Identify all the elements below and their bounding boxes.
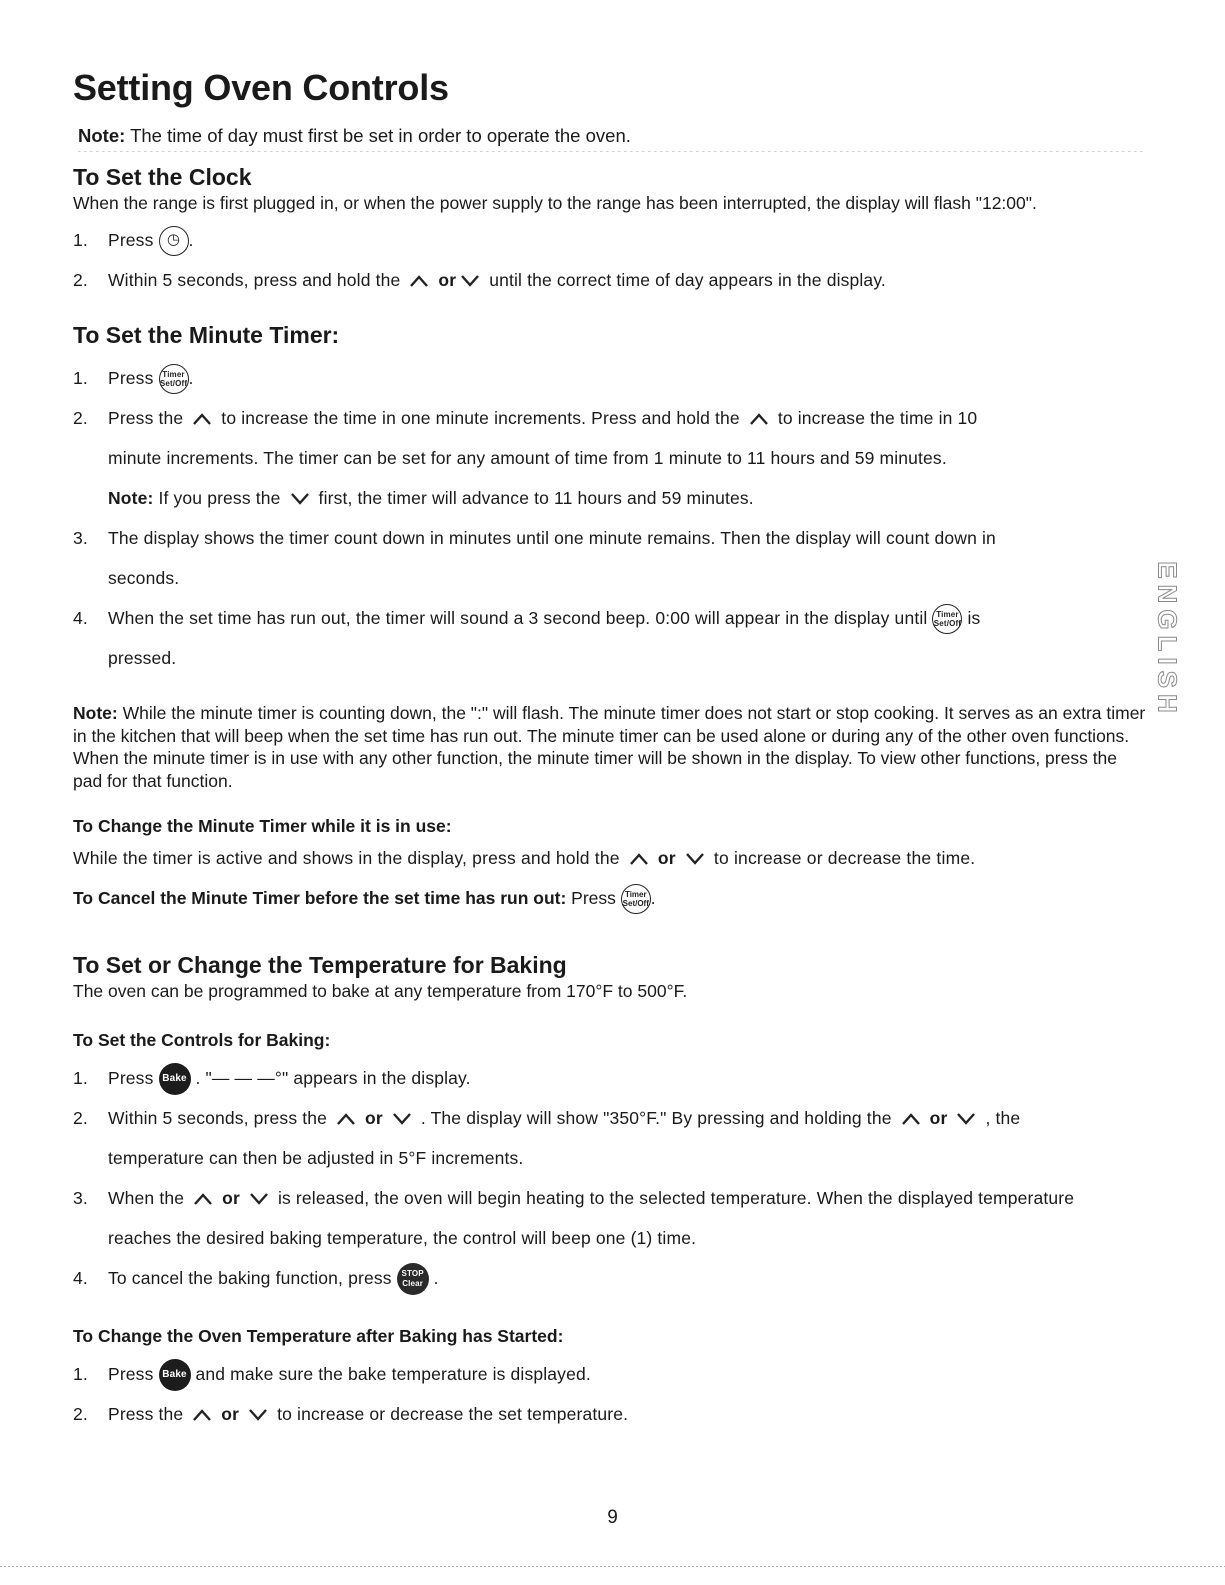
- step-text: and make sure the bake temperature is displayed.: [190, 1364, 591, 1384]
- step-text: When the: [108, 1188, 190, 1208]
- step-text: Press the: [108, 408, 189, 428]
- step-text: Press: [566, 888, 621, 908]
- or-text: or: [217, 1188, 245, 1208]
- note-text: While the minute timer is counting down, the ":" will flash. The minute timer does not start or stop cooking. It serves as an extra timer in the kitchen that will beep when the set time has run out. The minute timer can be used alone or during any of the other oven functions. When the minute timer is in use with any other function, the minute timer will be shown in the display. To view other functions, press the pad for that function.: [73, 703, 1146, 791]
- change-timer-text: [73, 838, 1148, 878]
- bake-heading: To Set or Change the Temperature for Baking: [73, 952, 567, 978]
- step-text: . The display will show "350°F." By pressing and holding the: [415, 1108, 897, 1128]
- step-number: 3.: [73, 1188, 88, 1208]
- down-arrow-icon: [290, 492, 310, 506]
- step-text: seconds.: [108, 568, 180, 588]
- down-arrow-icon: [460, 274, 480, 288]
- step-text: Within 5 seconds, press the: [108, 1108, 333, 1128]
- oven-change-steps: [73, 1354, 1148, 1434]
- clock-step-1: [73, 220, 1148, 260]
- page-title: Setting Oven Controls: [73, 67, 449, 108]
- note-text: The time of day must first be set in order to operate the oven.: [125, 125, 631, 146]
- timer-pad-icon: [932, 604, 962, 634]
- down-arrow-icon: [249, 1192, 269, 1206]
- clock-pad-icon: ◷: [159, 226, 189, 256]
- manual-page: [73, 62, 1148, 1424]
- note-label: Note:: [78, 125, 126, 146]
- step-text: Press: [108, 368, 159, 388]
- down-arrow-icon: [956, 1112, 976, 1126]
- clock-section: [73, 162, 1148, 300]
- step-text: to increase or decrease the set temperature.: [272, 1404, 629, 1424]
- step-text: is released, the oven will begin heating to the selected temperature. When the displayed temperature: [272, 1188, 1075, 1208]
- oven-change-section: [73, 1324, 1148, 1434]
- stop-icon-text: STOP: [401, 1269, 424, 1279]
- timer-icon-text: Timer: [624, 890, 647, 900]
- change-timer-section: [73, 814, 1148, 918]
- up-arrow-icon: [901, 1112, 921, 1126]
- bake-pad-icon: Bake: [159, 1359, 191, 1391]
- bake-controls-heading: To Set the Controls for Baking:: [73, 1030, 331, 1050]
- oven-change-heading: To Change the Oven Temperature after Baking has Started:: [73, 1326, 564, 1346]
- step-number: 2.: [73, 1404, 88, 1424]
- bottom-divider: [0, 1566, 1225, 1567]
- up-arrow-icon: [192, 1408, 212, 1422]
- step-number: 2.: [73, 270, 88, 290]
- step-text: .: [650, 888, 656, 908]
- timer-steps: [73, 358, 1148, 678]
- stop-icon-text: Clear: [402, 1279, 424, 1289]
- step-text: The display shows the timer count down in minutes until one minute remains. Then the display will count down in: [108, 528, 996, 548]
- timer-note: [73, 702, 1148, 792]
- step-text: first, the timer will advance to 11 hours and 59 minutes.: [313, 488, 754, 508]
- step-text: If you press the: [153, 488, 286, 508]
- clock-heading: To Set the Clock: [73, 164, 252, 190]
- bake-step-1: [73, 1058, 1148, 1098]
- cancel-timer-heading: To Cancel the Minute Timer before the set time has run out:: [73, 888, 567, 908]
- timer-section: [73, 320, 1148, 678]
- step-number: 2.: [73, 1108, 88, 1128]
- timer-step-3: [73, 518, 1148, 598]
- step-text: Press: [108, 1068, 159, 1088]
- page-number: 9: [607, 1507, 618, 1528]
- clock-intro: When the range is first plugged in, or when the power supply to the range has been interrupted, the display will flash "12:00".: [73, 193, 1037, 213]
- step-text: until the correct time of day appears in the display.: [484, 270, 886, 290]
- cancel-timer-text: [73, 878, 1148, 918]
- or-text: or: [216, 1404, 245, 1424]
- step-number: 2.: [73, 408, 88, 428]
- bake-step-2: [73, 1098, 1148, 1178]
- step-text: temperature can then be adjusted in 5°F increments.: [108, 1148, 524, 1168]
- step-text: To cancel the baking function, press: [108, 1268, 397, 1288]
- top-note: [78, 124, 1143, 152]
- step-text: .: [428, 1268, 439, 1288]
- bake-intro: The oven can be programmed to bake at any temperature from 170°F to 500°F.: [73, 981, 688, 1001]
- note-label: Note:: [73, 703, 118, 723]
- language-side-tab: [1150, 561, 1184, 719]
- timer-pad-icon: [621, 884, 651, 914]
- step-text: While the timer is active and shows in the display, press and hold the: [73, 848, 625, 868]
- up-arrow-icon: [193, 1192, 213, 1206]
- step-number: 1.: [73, 230, 88, 250]
- down-arrow-icon: [685, 852, 705, 866]
- bake-step-4: [73, 1258, 1148, 1298]
- step-text: When the set time has run out, the timer will sound a 3 second beep. 0:00 will appear in the display until: [108, 608, 933, 628]
- stop-clear-pad-icon: [397, 1263, 429, 1295]
- timer-step-1: [73, 358, 1148, 398]
- or-text: or: [433, 270, 457, 290]
- or-text: or: [924, 1108, 953, 1128]
- step-text: is: [962, 608, 981, 628]
- step-text: Press: [108, 1364, 159, 1384]
- step-text: to increase the time in 10: [772, 408, 978, 428]
- or-text: or: [652, 848, 681, 868]
- bake-pad-icon: Bake: [159, 1063, 191, 1095]
- clock-step-2: [73, 260, 1148, 300]
- step-text: Within 5 seconds, press and hold the: [108, 270, 406, 290]
- timer-heading: To Set the Minute Timer:: [73, 322, 340, 348]
- step-text: Press: [108, 230, 159, 250]
- down-arrow-icon: [392, 1112, 412, 1126]
- timer-icon-text: Set/Off: [159, 379, 188, 389]
- clock-steps: [73, 220, 1148, 300]
- timer-icon-text: Timer: [162, 370, 185, 380]
- step-number: 1.: [73, 1068, 88, 1088]
- language-label: ENGLISH: [1152, 561, 1183, 719]
- oven-change-step-1: [73, 1354, 1148, 1394]
- step-number: 1.: [73, 1364, 88, 1384]
- step-number: 4.: [73, 608, 88, 628]
- up-arrow-icon: [749, 412, 769, 426]
- bake-controls-section: [73, 1028, 1148, 1298]
- timer-icon-text: Set/Off: [933, 619, 962, 629]
- down-arrow-icon: [248, 1408, 268, 1422]
- change-timer-heading: To Change the Minute Timer while it is in use:: [73, 816, 452, 836]
- step-text: .: [188, 368, 194, 388]
- bake-step-3: [73, 1178, 1148, 1258]
- bake-steps: [73, 1058, 1148, 1298]
- bake-section: [73, 950, 1148, 1002]
- oven-change-step-2: [73, 1394, 1148, 1434]
- step-text: to increase or decrease the time.: [708, 848, 976, 868]
- timer-pad-icon: [159, 364, 189, 394]
- note-label: Note:: [108, 488, 154, 508]
- step-text: Press the: [108, 1404, 189, 1424]
- step-text: minute increments. The timer can be set for any amount of time from 1 minute to 11 hours and 59 minutes.: [108, 448, 947, 468]
- up-arrow-icon: [192, 412, 212, 426]
- timer-step-2: [73, 398, 1148, 518]
- step-number: 3.: [73, 528, 88, 548]
- timer-icon-text: Set/Off: [622, 899, 649, 909]
- up-arrow-icon: [336, 1112, 356, 1126]
- or-text: or: [360, 1108, 388, 1128]
- step-text: pressed.: [108, 648, 177, 668]
- step-number: 1.: [73, 368, 88, 388]
- timer-icon-text: Timer: [936, 610, 959, 620]
- step-text: , the: [980, 1108, 1021, 1128]
- step-text: .: [188, 230, 194, 250]
- step-text: to increase the time in one minute increments. Press and hold the: [216, 408, 745, 428]
- timer-step-4: [73, 598, 1148, 678]
- up-arrow-icon: [409, 274, 429, 288]
- step-number: 4.: [73, 1268, 88, 1288]
- step-text: . "— — —°" appears in the display.: [190, 1068, 471, 1088]
- up-arrow-icon: [629, 852, 649, 866]
- step-text: reaches the desired baking temperature, the control will beep one (1) time.: [108, 1228, 697, 1248]
